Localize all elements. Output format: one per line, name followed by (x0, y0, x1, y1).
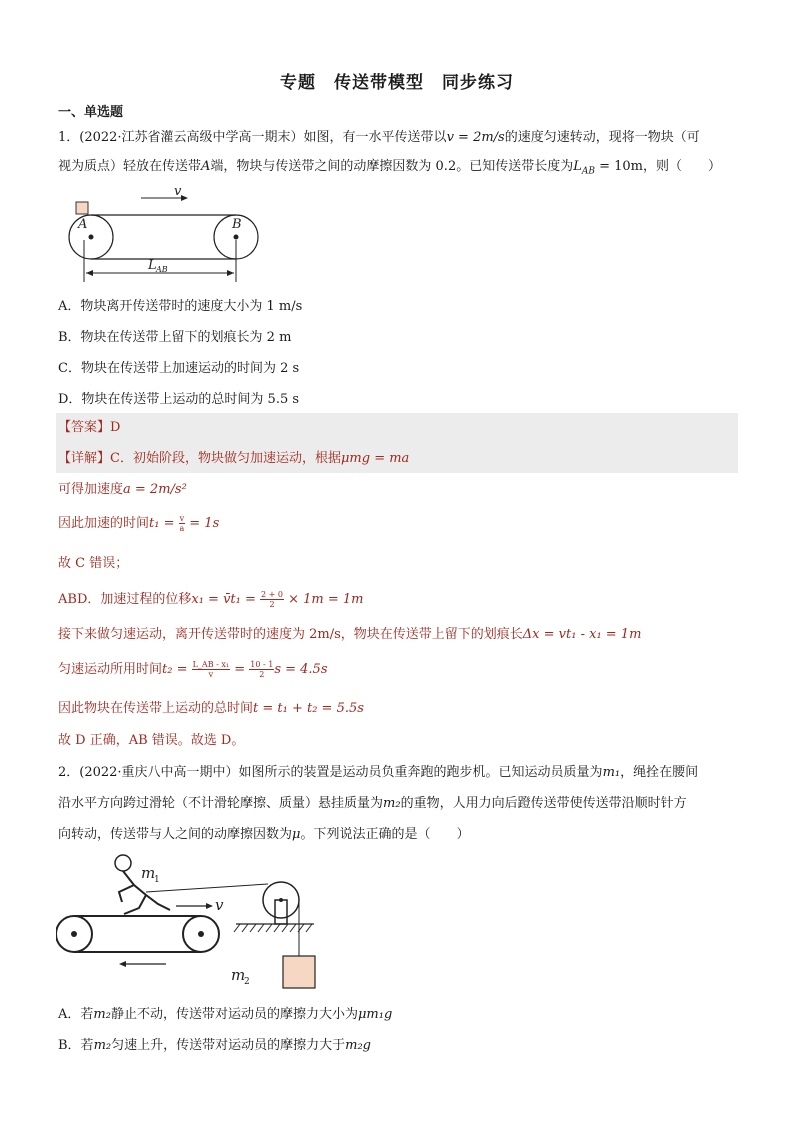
q1-stem-1b: 的速度匀速转动，现将一物块（可 (504, 130, 700, 145)
q1-line2 (58, 158, 721, 181)
fig2-v: v (215, 896, 224, 914)
step6-den1: v (208, 670, 214, 679)
fig2-m1-sub: 1 (154, 875, 160, 885)
q2-stem-2a: 沿水平方向跨过滑轮（不计滑轮摩擦、质量）悬挂质量为 (58, 796, 384, 811)
q1-conveyor-figure (56, 180, 276, 290)
step5-formula: Δx = vt₁ - x₁ = 1m (522, 627, 642, 642)
q2-treadmill-figure (56, 852, 316, 992)
step6-num1: L_AB - x₁ (192, 660, 230, 669)
step4-den: 2 (269, 600, 275, 609)
q2-stem-1a: 2．(2022·重庆八中高一期中）如图所示的装置是运动员负重奔跑的跑步机。已知运动员质量为 (58, 765, 603, 780)
fig2-m2-sub: 2 (244, 977, 250, 987)
answer-label: 【答案】 (58, 420, 111, 435)
fig1-b-label: B (232, 217, 242, 232)
q1-step-7 (58, 700, 364, 718)
step4-text: ABD．加速过程的位移 (58, 592, 192, 607)
step6-text: 匀速运动所用时间 (58, 662, 163, 677)
q1-speed: v = 2m/s (446, 130, 505, 145)
q2-option-a (58, 1003, 392, 1022)
detail-formula: μmg = ma (340, 451, 410, 466)
q1-stem-2b: 端，物块与传送带之间的动摩擦因数为 0.2。已知传送带长度为 (210, 159, 574, 174)
step2-b: = 1s (185, 516, 220, 531)
runner-head-icon (115, 855, 131, 871)
q2-opt-b-f: m₂g (345, 1038, 371, 1053)
q2-opt-a-m: m₂ (93, 1007, 111, 1022)
q1-option-d: D．物块在传送带上运动的总时间为 5.5 s (58, 392, 300, 407)
q1-step-6 (58, 660, 328, 679)
fig2-m2: m (231, 966, 246, 984)
fig1-l-sub: AB (156, 265, 168, 274)
q2-option-b (58, 1034, 371, 1053)
q1-step-2 (58, 514, 219, 533)
q2-opt-a-f: μm₁g (357, 1007, 393, 1022)
q2-stem-3a: 向转动，传送带与人之间的动摩擦因数为 (58, 827, 293, 842)
q1-line1 (58, 129, 700, 147)
q1-step-8: 故 D 正确，AB 错误。故选 D。 (58, 733, 245, 748)
q2-opt-a-b: 静止不动，传送带对运动员的摩擦力大小为 (110, 1007, 358, 1022)
fig1-l-label: L (148, 258, 157, 273)
q1-stem-2: 视为质点）轻放在传送带 (58, 159, 202, 174)
step4-num: 2 + 0 (261, 590, 283, 599)
q1-point-a: A (201, 159, 211, 174)
q2-line3 (58, 826, 469, 844)
q1-lab-sub: AB (581, 166, 595, 177)
q2-opt-b-b: 匀速上升，传送带对运动员的摩擦力大于 (111, 1038, 346, 1053)
q1-step-4 (58, 590, 364, 609)
step6-fraction-2 (249, 660, 274, 679)
step6-den2: 2 (259, 670, 265, 679)
q2-stem-2b: 的重物，人用力向后蹬传送带使传送带沿顺时针方 (400, 796, 687, 811)
q1-answer (58, 419, 120, 437)
step6-eq: = (230, 662, 250, 677)
step5-text: 接下来做匀速运动，离开传送带时的速度为 2m/s，物块在传送带上留下的划痕长 (58, 627, 523, 642)
detail-text: C．初始阶段，物块做匀加速运动，根据 (110, 451, 341, 466)
fig1-a-label: A (78, 217, 88, 232)
step1-formula: a = 2m/s² (123, 482, 187, 497)
detail-label: 【详解】 (58, 451, 111, 466)
step4-a: x₁ = v̄t₁ = (191, 592, 261, 607)
q2-line2 (58, 795, 687, 813)
q2-line1 (58, 764, 698, 782)
page-title: 专题 传送带模型 同步练习 (280, 73, 514, 93)
section-heading: 一、单选题 (58, 105, 124, 120)
block-icon (76, 202, 88, 214)
q2-m2: m₂ (383, 796, 401, 811)
q1-step-1 (58, 481, 187, 499)
step7-text: 因此物块在传送带上运动的总时间 (58, 701, 254, 716)
q1-option-a: A．物块离开传送带时的速度大小为 1 m/s (58, 299, 303, 314)
step6-b: s = 4.5s (274, 662, 328, 677)
step2-text: 因此加速的时间 (58, 516, 150, 531)
step2-num: v (179, 514, 185, 523)
q1-lab: L (573, 159, 582, 174)
fig1-v: v (174, 184, 182, 199)
q2-opt-b-a: B．若 (58, 1038, 94, 1053)
step2-a: t₁ = (149, 516, 179, 531)
q2-stem-3b: 。下列说法正确的是（ ） (300, 827, 470, 842)
step6-a: t₂ = (162, 662, 192, 677)
q2-opt-b-m: m₂ (93, 1038, 112, 1053)
q1-option-b: B．物块在传送带上留下的划痕长为 2 m (58, 330, 292, 345)
weight-block-icon (283, 956, 315, 988)
q1-lab-val: = 10m，则（ ） (594, 159, 722, 174)
q2-opt-a-a: A．若 (58, 1007, 94, 1022)
q2-mu: μ (292, 827, 301, 842)
step4-b: × 1m = 1m (283, 592, 364, 607)
q1-detail (58, 450, 409, 468)
step6-fraction-1 (192, 660, 230, 679)
q1-stem-1: 1．(2022·江苏省灌云高级中学高一期末）如图，有一水平传送带以 (58, 130, 447, 145)
q1-option-c: C．物块在传送带上加速运动的时间为 2 s (58, 361, 300, 376)
step2-den: a (179, 524, 185, 533)
q2-m1: m₁ (602, 765, 621, 780)
q1-step-3: 故 C 错误； (58, 556, 129, 571)
fig2-m1: m (141, 864, 156, 882)
step6-num2: 10 - 1 (250, 660, 274, 669)
step1-text: 可得加速度 (58, 482, 124, 497)
q1-step-5 (58, 626, 641, 644)
answer-value: D (110, 420, 121, 435)
step4-fraction (260, 590, 284, 609)
q2-stem-1b: ，绳拴在腰间 (620, 765, 699, 780)
step7-formula: t = t₁ + t₂ = 5.5s (253, 701, 364, 716)
